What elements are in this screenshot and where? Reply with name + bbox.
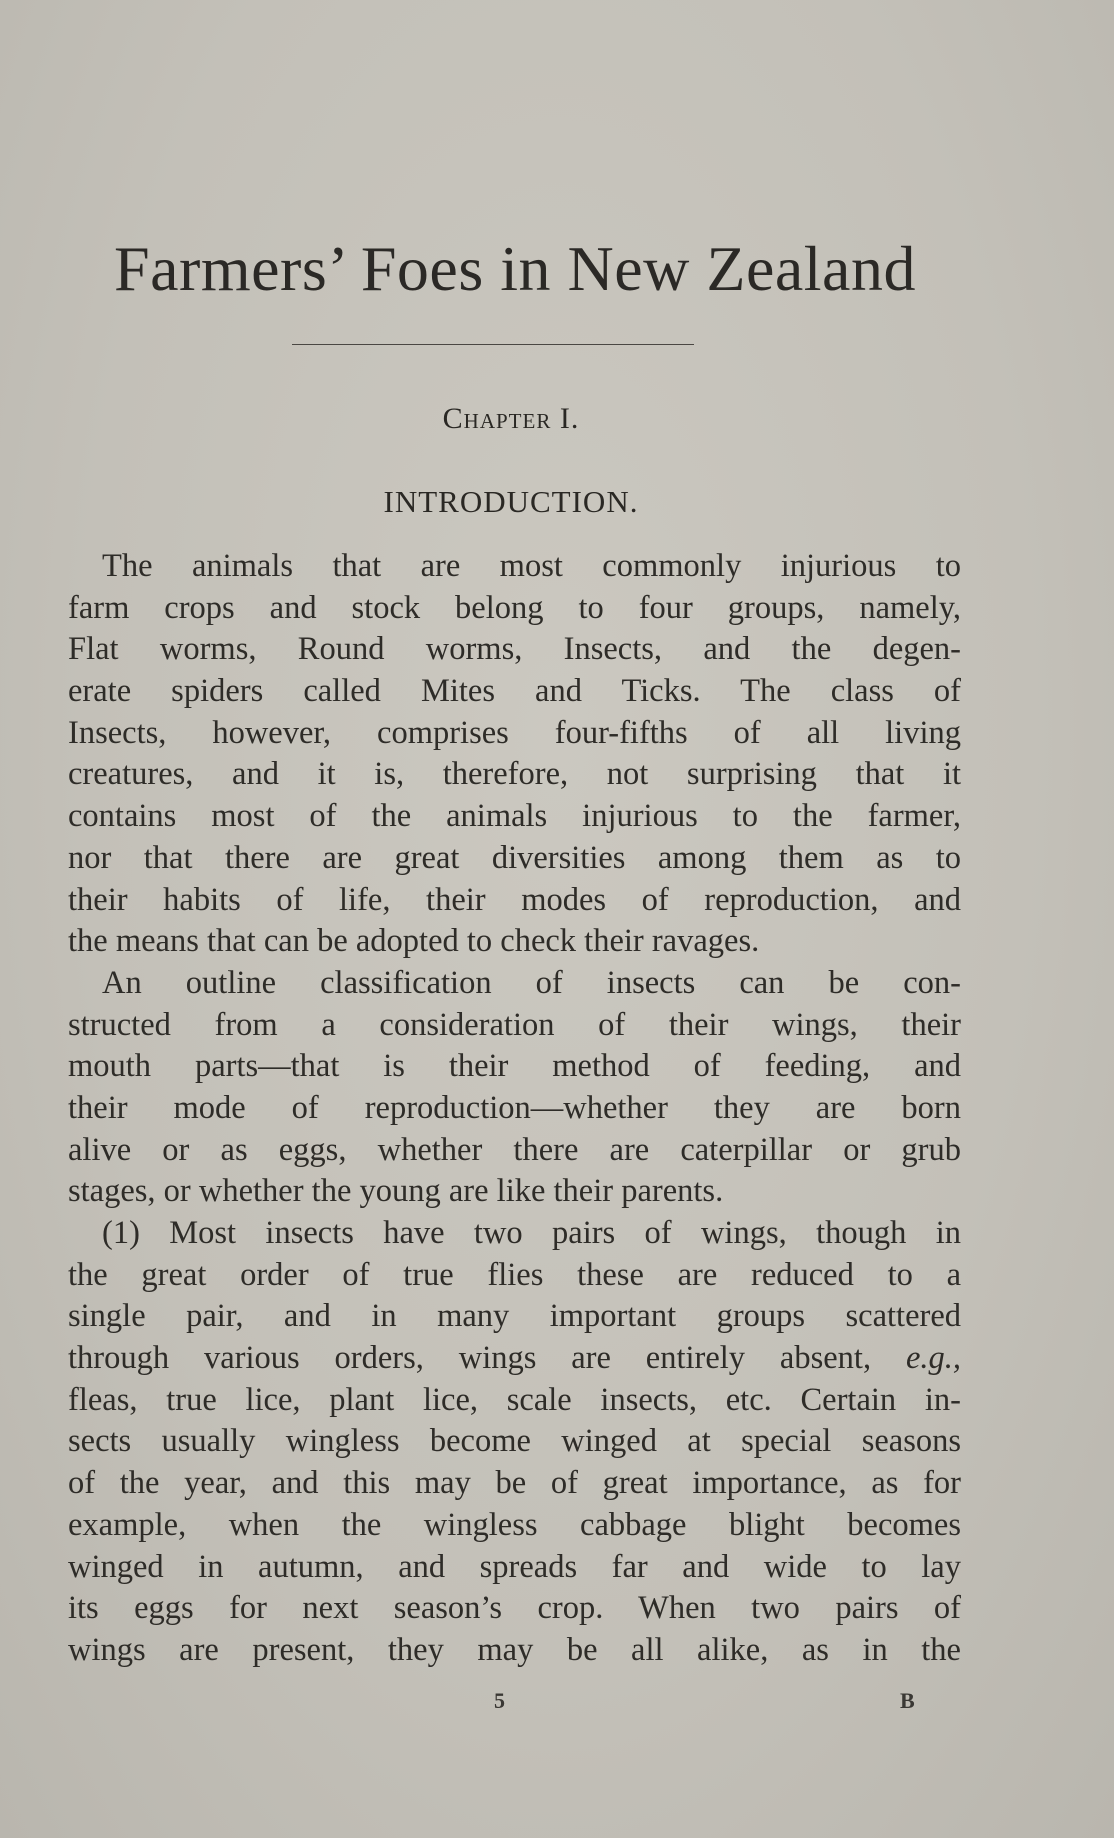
- text-line: mouth parts—that is their method of feeding, and: [68, 1048, 961, 1085]
- signature-mark: B: [900, 1688, 915, 1713]
- text-line: [68, 1338, 961, 1380]
- text-line: (1) Most insects have two pairs of wings, though in: [102, 1215, 961, 1251]
- text-line: Insects, however, comprises four-fifths of all living: [68, 714, 961, 751]
- text-line-italic: e.g.,: [905, 1340, 962, 1377]
- text-line: Flat worms, Round worms, Insects, and the degen-: [68, 631, 961, 668]
- body-text: [68, 546, 961, 1672]
- text-line: The animals that are most commonly injurious to: [102, 548, 961, 584]
- text-line: single pair, and in many important groups scattered: [68, 1298, 961, 1335]
- text-line: nor that there are great diversities among them as to: [68, 839, 961, 876]
- text-line: An outline classification of insects can be con-: [102, 964, 961, 1001]
- text-line: fleas, true lice, plant lice, scale insects, etc. Certain in-: [68, 1381, 961, 1418]
- text-line: structed from a consideration of their wings, their: [68, 1006, 961, 1043]
- text-line: sects usually wingless become winged at special seasons: [68, 1423, 961, 1460]
- text-line: the great order of true flies these are reduced to a: [68, 1256, 961, 1293]
- text-line: their mode of reproduction—whether they are born: [68, 1089, 961, 1126]
- text-line: wings are present, they may be all alike, as in the: [68, 1631, 961, 1668]
- chapter-heading: Chapter I.: [442, 402, 580, 435]
- text-line: erate spiders called Mites and Ticks. The class of: [68, 673, 961, 710]
- book-title: Farmers’ Foes in New Zealand: [114, 233, 916, 304]
- text-line: its eggs for next season’s crop. When two pairs of: [68, 1590, 961, 1627]
- text-line: the means that can be adopted to check their ravages.: [68, 923, 760, 960]
- text-line: creatures, and it is, therefore, not surprising that it: [68, 756, 961, 793]
- text-line-roman: through various orders, wings are entirely absent,: [68, 1340, 872, 1377]
- title-rule: [292, 344, 694, 345]
- text-line: contains most of the animals injurious to the farmer,: [68, 798, 961, 835]
- text-line: of the year, and this may be of great importance, as for: [68, 1465, 961, 1502]
- text-line: example, when the wingless cabbage blight becomes: [68, 1506, 961, 1543]
- text-line: their habits of life, their modes of reproduction, and: [68, 881, 961, 918]
- text-line: winged in autumn, and spreads far and wide to lay: [68, 1548, 961, 1585]
- text-line: stages, or whether the young are like their parents.: [68, 1173, 724, 1210]
- section-heading: INTRODUCTION.: [383, 484, 639, 519]
- text-line: alive or as eggs, whether there are caterpillar or grub: [68, 1131, 961, 1168]
- page-number: 5: [494, 1688, 505, 1713]
- text-line: farm crops and stock belong to four groups, namely,: [68, 589, 961, 626]
